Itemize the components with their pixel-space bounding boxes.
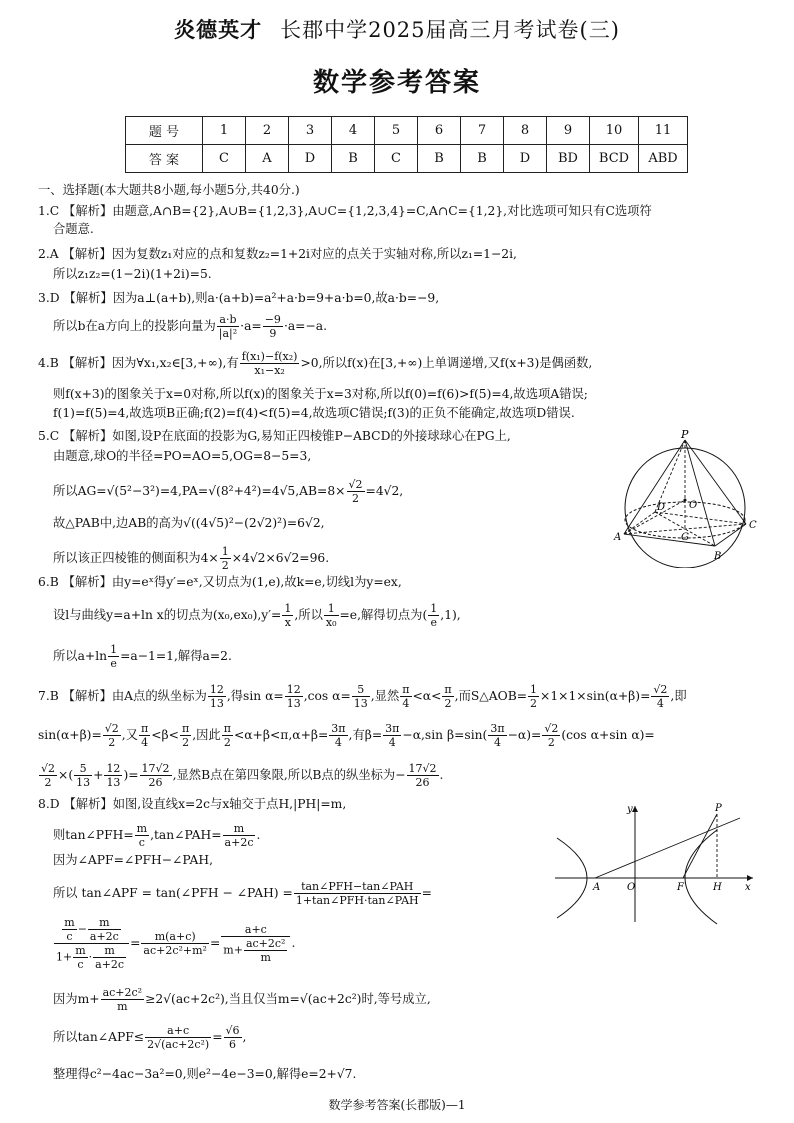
exam-title: 长郡中学2025届高三月考试卷(三): [280, 18, 620, 42]
label-G: G: [681, 532, 689, 543]
q5-fraction-2: $\frac{1}{2}$: [221, 545, 229, 572]
label-O: O: [627, 882, 636, 893]
answer-cell: D: [504, 145, 547, 173]
number-cell: 11: [639, 117, 688, 145]
answer-cell: B: [461, 145, 504, 173]
answer-cell: BCD: [590, 145, 639, 173]
axis-y-label: y: [627, 804, 633, 815]
answer-cell: D: [289, 145, 332, 173]
q6-line-1: 6.B 【解析】由y=eˣ得y′=eˣ,又切点为(1,e),故k=e,切线l为y=ex,: [38, 575, 402, 589]
label-C: C: [749, 520, 757, 531]
answer-cell: B: [418, 145, 461, 173]
q2-line-1: 2.A 【解析】因为复数z₁对应的点和复数z₂=1+2i对应的点关于实轴对称,所以z₁=1−2i,: [38, 247, 517, 261]
answer-table: [125, 116, 688, 173]
q5-fraction-1: $\frac{√2}{2}$: [348, 478, 363, 505]
number-cell: 9: [547, 117, 590, 145]
q3-fraction-2: $\frac{-9}{9}$: [264, 313, 281, 340]
label-D: D: [657, 502, 666, 513]
q5-line-4: 故△PAB中,边AB的高为√((4√5)²−(2√2)²)=6√2,: [53, 516, 325, 530]
number-cell: 5: [375, 117, 418, 145]
answer-cell: ABD: [639, 145, 688, 173]
label-O: O: [689, 500, 698, 511]
q8-line-4: 所以 tan∠APF = tan(∠PFH − ∠PAH) = $\frac{\text{tan∠PFH−tan∠PAH}}{\text{1+tan∠PFH·tan∠PAH}}$ =: [53, 880, 432, 907]
axis-x-label: x: [745, 882, 751, 893]
label-H: H: [713, 882, 722, 893]
q3-fraction-1: $\frac{a\cdot b}{\text{|a|²}}$: [218, 313, 238, 340]
number-cell: 8: [504, 117, 547, 145]
q4-line-2: 则f(x+3)的图象关于x=0对称,所以f(x)的图象关于x=3对称,所以f(0)=f(6)>f(5)=4,故选项A错误;: [53, 387, 588, 401]
answer-cell: C: [375, 145, 418, 173]
q2-line-2: 所以z₁z₂=(1−2i)(1+2i)=5.: [53, 267, 212, 281]
number-cell: 1: [203, 117, 246, 145]
q4-line-3: f(1)=f(5)=4,故选项B正确;f(2)=f(4)<f(5)=4,故选项C错误;f(3)的正负不能确定,故选项D错误.: [53, 406, 575, 420]
label-A: A: [614, 532, 622, 543]
q8-line-8: 整理得c²−4ac−3a²=0,则e²−4e−3=0,解得e=2+√7.: [53, 1067, 357, 1081]
number-cell: 10: [590, 117, 639, 145]
q8-line-5: $\frac{m}{c}$ − $\frac{m}{a+2c}$ 1+ $\frac{m}{c}$ · $\frac{m}{a+2c}$ = $\frac{m(a+c)}{\text{ac+2c²+m²}}$ = a+c m+ $\frac{\text{ac+2c²}}{m}$ .: [56, 916, 296, 971]
number-cell: 3: [289, 117, 332, 145]
answer-cell: B: [332, 145, 375, 173]
q7-line-1: 7.B 【解析】由A点的纵坐标为 $\frac{12}{13}$ ,得sin α= $\frac{12}{13}$ ,cos α= $\frac{5}{13}$ ,显然 $\frac{\pi}{4}$ <α< $\frac{\pi}{2}$ ,而S△AOB= $\frac{1}{2}$ ×1×1×sin(α+β)= $\frac{√2}{4}$ ,即: [38, 683, 687, 710]
number-cell: 4: [332, 117, 375, 145]
label-B: B: [714, 551, 722, 562]
q5-line-1: 5.C 【解析】如图,设P在底面的投影为G,易知正四棱锥P−ABCD的外接球球心在PG上,: [38, 429, 511, 443]
answer-table-answer-row: [126, 145, 688, 173]
q8-line-7: 所以tan∠APF≤ $\frac{a+c}{\text{2√(ac+2c²)}}$ = $\frac{√6}{6}$ ,: [53, 1024, 247, 1051]
q3-line-1: 3.D 【解析】因为a⊥(a+b),则a·(a+b)=a²+a·b=9+a·b=0,故a·b=−9,: [38, 291, 440, 305]
q5-line-3: 所以AG=√(5²−3²)=4,PA=√(8²+4²)=4√5,AB=8× $\frac{√2}{2}$ =4√2,: [53, 478, 404, 505]
q3-text: 所以b在a方向上的投影向量为: [53, 319, 216, 333]
q6-line-3: 所以a+ln $\frac{1}{e}$ =a−1=1,解得a=2.: [53, 643, 232, 670]
label-F: F: [677, 882, 684, 893]
label-P: P: [681, 428, 689, 441]
q8-line-1: 8.D 【解析】如图,设直线x=2c与x轴交于点H,|PH|=m,: [38, 797, 347, 811]
number-cell: 7: [461, 117, 504, 145]
number-cell: 6: [418, 117, 461, 145]
row-label-answer: 答 案: [126, 145, 203, 173]
answer-table-number-row: [126, 117, 688, 145]
q4-fraction: $\frac{\text{f(x₁)−f(x₂)}}{\text{x₁−x₂}}$: [241, 350, 298, 377]
sphere-pyramid-figure: [610, 428, 760, 568]
q7-line-3: $\frac{√2}{2}$ ×( $\frac{5}{13}$ + $\frac{12}{13}$ )= $\frac{17√2}{26}$ ,显然B点在第四象限,所以B点的纵坐标为− $\frac{17√2}{26}$ .: [41, 762, 444, 789]
answer-cell: C: [203, 145, 246, 173]
q5-line-5: 所以该正四棱锥的侧面积为4× $\frac{1}{2}$ ×4√2×6√2=96.: [53, 545, 330, 572]
q5-line-2: 由题意,球O的半径=PO=AO=5,OG=8−5=3,: [53, 449, 312, 463]
q8-line-6: 因为m+ $\frac{\text{ac+2c²}}{m}$ ≥2√(ac+2c²),当且仅当m=√(ac+2c²)时,等号成立,: [53, 986, 431, 1013]
q1-line-1: 1.C 【解析】由题意,A∩B={2},A∪B={1,2,3},A∪C={1,2,3,4}=C,A∩C={1,2},对比选项可知只有C选项符: [38, 204, 652, 218]
q4-line-1: 4.B 【解析】因为∀x₁,x₂∈[3,+∞),有 $\frac{\text{f(x₁)−f(x₂)}}{\text{x₁−x₂}}$ >0,所以f(x)在[3,+∞)上单调递增,又f(x+3)是偶函数,: [38, 350, 593, 377]
section-heading: 一、选择题(本大题共8小题,每小题5分,共40分.): [38, 183, 300, 197]
q8-nested-fraction: a+c m+ $\frac{\text{ac+2c²}}{m}$: [221, 923, 290, 964]
page-footer: 数学参考答案(长郡版)—1: [328, 1098, 466, 1112]
hyperbola-figure: [555, 800, 760, 925]
q1-line-2: 合题意.: [53, 222, 94, 236]
q6-line-2: 设l与曲线y=a+ln x的切点为(x₀,ex₀),y′= $\frac{1}{x}$ ,所以 $\frac{1}{\text{x₀}}$ =e,解得切点为( $\frac{1}{e}$ ,1),: [53, 602, 461, 629]
row-label-number: 题 号: [126, 117, 203, 145]
label-P: P: [715, 803, 722, 814]
document-title: 数学参考答案: [312, 68, 481, 98]
answer-cell: BD: [547, 145, 590, 173]
q8-line-2: 则tan∠PFH= $\frac{m}{c}$ ,tan∠PAH= $\frac{m}{a+2c}$ .: [53, 822, 261, 849]
q8-compound-fraction: $\frac{m}{c}$ − $\frac{m}{a+2c}$ 1+ $\frac{m}{c}$ · $\frac{m}{a+2c}$: [54, 916, 129, 971]
brand-name: 炎德英才: [174, 18, 263, 42]
number-cell: 2: [246, 117, 289, 145]
q7-line-2: sin(α+β)= $\frac{√2}{2}$ ,又 $\frac{\pi}{4}$ <β< $\frac{\pi}{2}$ ,因此 $\frac{\pi}{2}$ <α+β<π,α+β= $\frac{3\pi}{4}$ ,有β= $\frac{3\pi}{4}$ −α,sin β=sin( $\frac{3\pi}{4}$ −α)= $\frac{√2}{2}$ (cos α+sin α)=: [38, 722, 655, 749]
page-header: [0, 14, 794, 44]
answer-cell: A: [246, 145, 289, 173]
label-A: A: [593, 882, 601, 893]
q3-line-2: 所以b在a方向上的投影向量为 $\frac{a\cdot b}{\text{|a|²}}$ ·a= $\frac{-9}{9}$ ·a=−a.: [53, 313, 328, 340]
q8-line-3: 因为∠APF=∠PFH−∠PAH,: [53, 853, 213, 867]
